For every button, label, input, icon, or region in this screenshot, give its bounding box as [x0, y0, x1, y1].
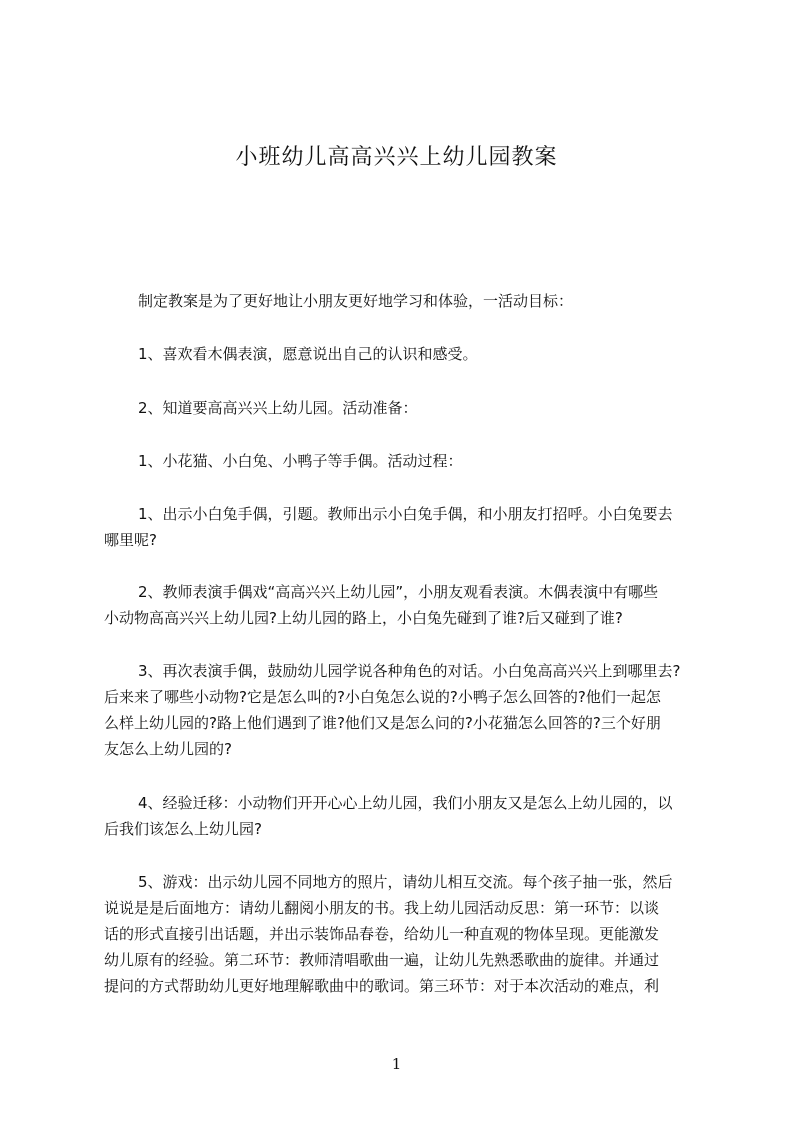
- page-number: 1: [391, 1055, 402, 1073]
- paragraph-7-line-4: 友怎么上幼儿园的?: [104, 740, 232, 758]
- paragraph-6-line-2: 小动物高高兴兴上幼儿园?上幼儿园的路上，小白兔先碰到了谁?后又碰到了谁?: [104, 609, 623, 627]
- paragraph-8-line-1: 4、经验迁移：小动物们开开心心上幼儿园，我们小朋友又是怎么上幼儿园的，以: [138, 794, 673, 812]
- paragraph-8-line-2: 后我们该怎么上幼儿园?: [104, 820, 262, 838]
- paragraph-2-line-1: 1、喜欢看木偶表演，愿意说出自己的认识和感受。: [138, 345, 478, 363]
- paragraph-3-line-1: 2、知道要高高兴兴上幼儿园。活动准备：: [138, 399, 418, 417]
- paragraph-9-line-1: 5、游戏：出示幼儿园不同地方的照片，请幼儿相互交流。每个孩子抽一张，然后: [138, 873, 673, 891]
- paragraph-7-line-1: 3、再次表演手偶，鼓励幼儿园学说各种角色的对话。小白兔高高兴兴上到哪里去?: [138, 662, 681, 680]
- paragraph-7-line-3: 么样上幼儿园的?路上他们遇到了谁?他们又是怎么问的?小花猫怎么回答的?三个好朋: [104, 714, 661, 732]
- paragraph-5-line-2: 哪里呢?: [104, 531, 157, 549]
- paragraph-9-line-4: 幼儿原有的经验。第二环节：教师清唱歌曲一遍，让幼儿先熟悉歌曲的旋律。并通过: [104, 951, 660, 969]
- paragraph-7-line-2: 后来来了哪些小动物?它是怎么叫的?小白兔怎么说的?小鸭子怎么回答的?他们一起怎: [104, 688, 661, 706]
- paragraph-9-line-3: 话的形式直接引出话题，并出示装饰品春卷，给幼儿一种直观的物体呈现。更能激发: [104, 925, 660, 943]
- paragraph-9-line-5: 提问的方式帮助幼儿更好地理解歌曲中的歌词。第三环节：对于本次活动的难点，利: [104, 977, 660, 995]
- paragraph-6-line-1: 2、教师表演手偶戏“高高兴兴上幼儿园”，小朋友观看表演。木偶表演中有哪些: [138, 583, 659, 601]
- paragraph-9-line-2: 说说是是后面地方：请幼儿翻阅小朋友的书。我上幼儿园活动反思：第一环节：以谈: [104, 899, 660, 917]
- paragraph-1-line-1: 制定教案是为了更好地让小朋友更好地学习和体验，一活动目标：: [138, 292, 574, 310]
- document-title: 小班幼儿高高兴兴上幼儿园教案: [235, 145, 558, 170]
- paragraph-4-line-1: 1、小花猫、小白兔、小鸭子等手偶。活动过程：: [138, 452, 463, 470]
- paragraph-5-line-1: 1、出示小白兔手偶，引题。教师出示小白兔手偶，和小朋友打招呼。小白兔要去: [138, 505, 673, 523]
